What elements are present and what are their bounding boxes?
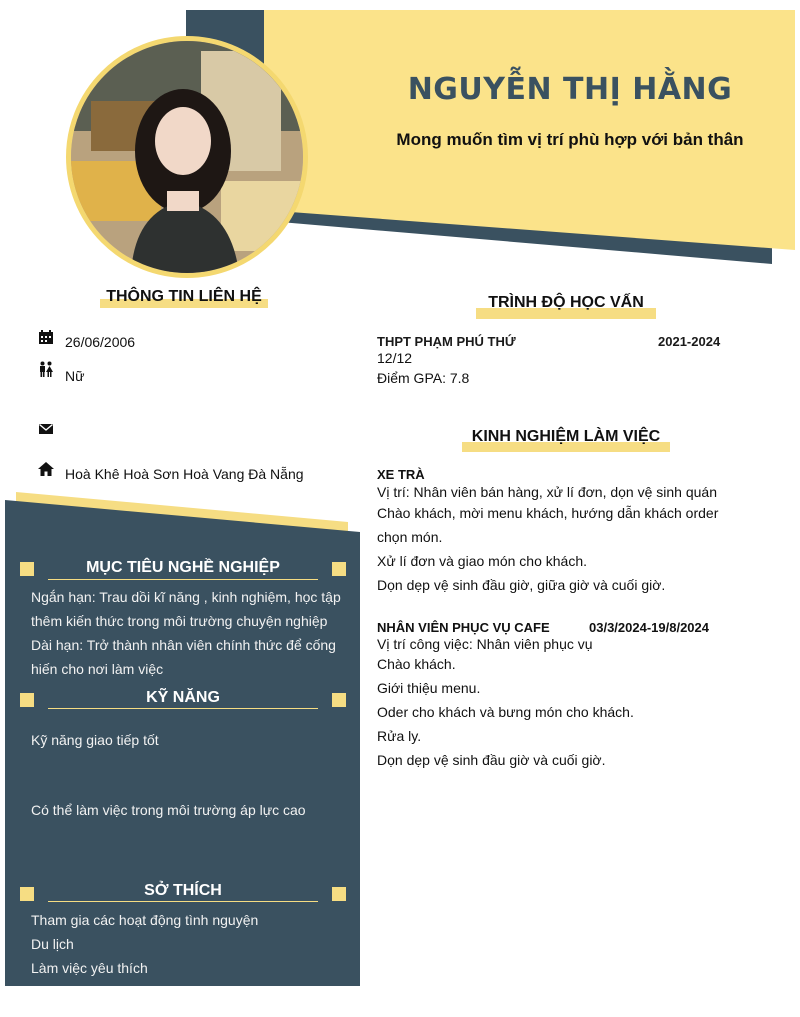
job-dates: 03/3/2024-19/8/2024 (589, 620, 709, 635)
calendar-icon (38, 329, 54, 345)
job-duty: Oder cho khách và bưng món cho khách. (377, 704, 634, 720)
contact-email (38, 421, 65, 437)
contact-gender (38, 354, 84, 384)
hobbies-title: SỞ THÍCH (20, 882, 346, 900)
skills-title: KỸ NĂNG (20, 689, 346, 707)
mail-icon (38, 421, 54, 437)
contact-birthday (38, 324, 135, 350)
skill-item: Có thể làm việc trong môi trường áp lực cao (31, 802, 306, 818)
job-duty: Xử lí đơn và giao món cho khách. (377, 553, 587, 569)
contact-title: THÔNG TIN LIÊN HỆ (100, 288, 268, 306)
address-value: Hoà Khê Hoà Sơn Hoà Vang Đà Nẵng (65, 466, 304, 482)
profile-photo-image (71, 41, 303, 273)
skill-item: Kỹ năng giao tiếp tốt (31, 732, 159, 748)
job-duty: chọn món. (377, 529, 443, 545)
hobby-item: Tham gia các hoạt động tình nguyện (31, 912, 259, 928)
job-company: NHÂN VIÊN PHỤC VỤ CAFE (377, 620, 550, 635)
home-icon (38, 461, 54, 477)
job-duty: Giới thiệu menu. (377, 680, 481, 696)
job-duty: Chào khách, mời menu khách, hướng dẫn khách order (377, 505, 719, 521)
education-title: TRÌNH ĐỘ HỌC VẤN (476, 294, 656, 312)
career-goal-line: Dài hạn: Trở thành nhân viên chính thức để cống (31, 637, 336, 653)
gender-value: Nữ (65, 368, 85, 384)
job-duty: Dọn dẹp vệ sinh đầu giờ và cuối giờ. (377, 752, 606, 768)
job-role: Vị trí: Nhân viên bán hàng, xử lí đơn, dọn vệ sinh quán (377, 484, 717, 500)
hobby-item: Làm việc yêu thích (31, 960, 148, 976)
career-goal-line: hiến cho nơi làm việc (31, 661, 164, 677)
education-years: 2021-2024 (658, 334, 721, 349)
job-duty: Dọn dẹp vệ sinh đầu giờ, giữa giờ và cuối giờ. (377, 577, 666, 593)
job-duty: Rửa ly. (377, 728, 422, 744)
experience-title: KINH NGHIỆM LÀM VIỆC (462, 428, 670, 446)
education-gpa: Điểm GPA: 7.8 (377, 370, 470, 386)
job-role: Vị trí công việc: Nhân viên phục vụ (377, 636, 593, 652)
job-company: XE TRÀ (377, 467, 425, 482)
gender-icon (38, 361, 54, 377)
candidate-name: NGUYỄN THỊ HẰNG (407, 72, 733, 107)
hobby-item: Du lịch (31, 936, 74, 952)
career-goal-line: Ngắn hạn: Trau dồi kĩ năng , kinh nghiệm, học tập (31, 589, 341, 605)
birthday-value: 26/06/2006 (65, 334, 136, 350)
education-grade: 12/12 (377, 350, 413, 366)
profile-photo (66, 36, 308, 278)
header-objective: Mong muốn tìm vị trí phù hợp với bản thân (396, 130, 744, 149)
education-school: THPT PHẠM PHÚ THỨ (377, 334, 516, 349)
contact-address (38, 456, 304, 482)
career-goal-title: MỤC TIÊU NGHỀ NGHIỆP (20, 559, 346, 577)
career-goal-line: thêm kiến thức trong môi trường chuyện nghiệp (31, 613, 328, 629)
job-duty: Chào khách. (377, 656, 456, 672)
